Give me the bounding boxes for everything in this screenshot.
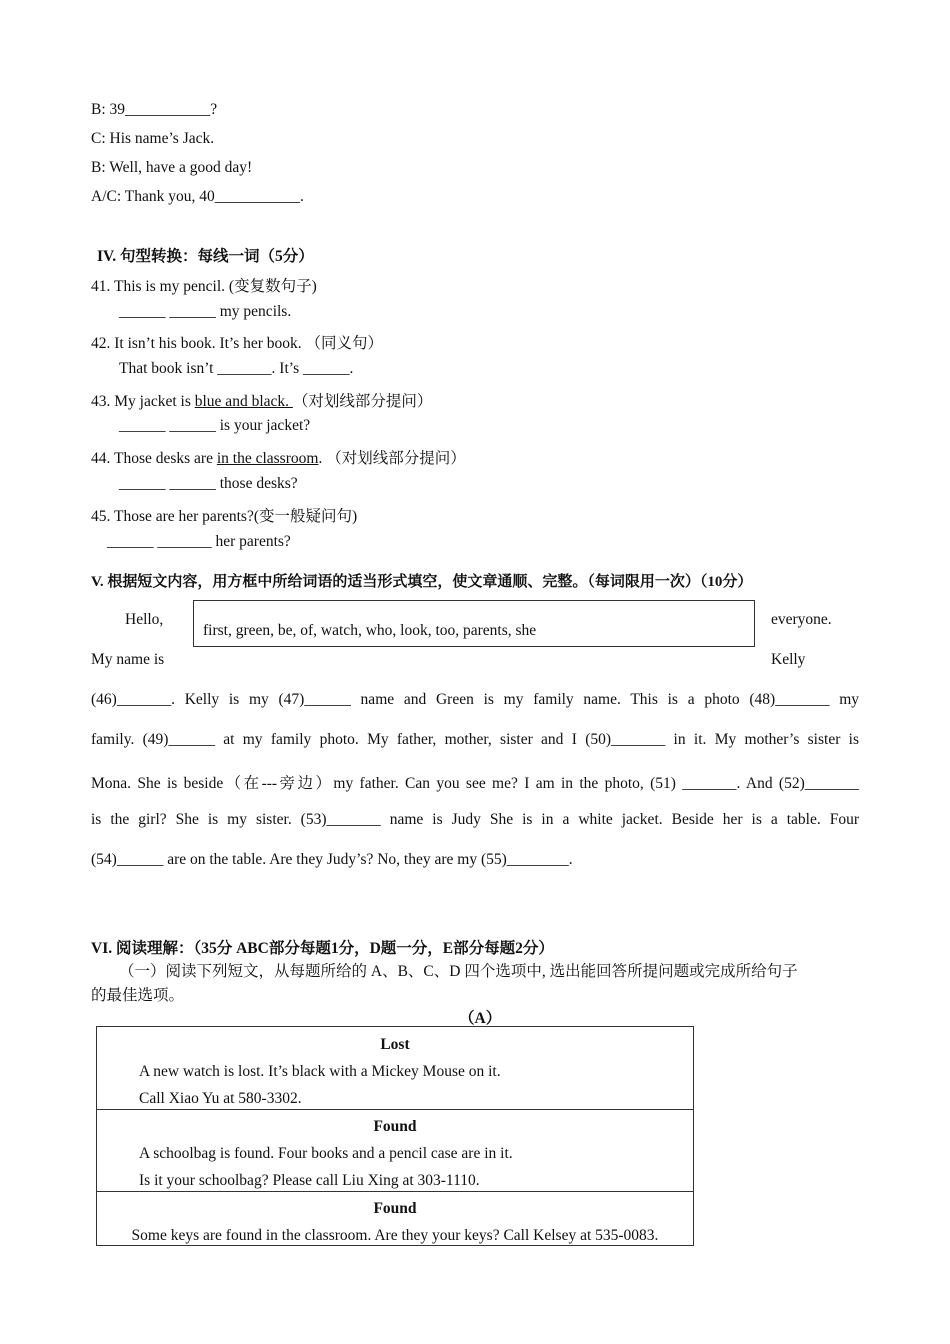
section-4-title: IV. 句型转换：每线一词（5分）	[97, 248, 314, 265]
section-6-instruction-cont: 的最佳选项。	[91, 987, 185, 1004]
q44-instruction: . （对划线部分提问）	[318, 450, 466, 467]
q43-text: 43. My jacket is	[91, 393, 195, 410]
question-43	[91, 389, 432, 411]
q43-instruction: （对划线部分提问）	[292, 393, 433, 410]
notice-text: Some keys are found in the classroom. Are they your keys? Call Kelsey at 535-0083.	[131, 1227, 659, 1244]
q43-underlined: blue and black.	[194, 393, 293, 410]
notice-table	[96, 1026, 694, 1246]
dialogue-line: B: Well, have a good day!	[91, 159, 253, 176]
passage-line: (54)______ are on the table. Are they Judy’s? No, they are my (55)________.	[91, 851, 573, 868]
notice-text: Call Xiao Yu at 580-3302.	[139, 1090, 302, 1107]
notice-heading: Found	[373, 1200, 417, 1217]
word-box	[193, 600, 755, 647]
passage-hello: Hello,	[125, 611, 164, 628]
question-42: 42. It isn’t his book. It’s her book. （同义句）	[91, 335, 384, 352]
passage-label-a: （A）	[459, 1010, 502, 1027]
notice-text: Is it your schoolbag? Please call Liu Xing at 303-1110.	[139, 1172, 480, 1189]
dialogue-line: C: His name’s Jack.	[91, 130, 215, 147]
dialogue-line: A/C: Thank you, 40___________.	[91, 188, 304, 205]
passage-my-name-is: My name is	[91, 651, 165, 668]
notice-text: A schoolbag is found. Four books and a pencil case are in it.	[139, 1145, 513, 1162]
answer-45: ______ _______ her parents?	[107, 533, 291, 550]
passage-line: (46)_______. Kelly is my (47)______ name and Green is my family name. This is a photo (48)_______ my	[91, 691, 859, 708]
q44-underlined: in the classroom	[216, 450, 319, 467]
notice-lost	[97, 1027, 693, 1109]
word-box-words: first, green, be, of, watch, who, look, too, parents, she	[203, 622, 537, 639]
question-44	[91, 446, 466, 468]
section-6-instruction: （一）阅读下列短文，从每题所给的 A、B、C、D 四个选项中, 选出能回答所提问题或完成所给句子	[119, 963, 798, 980]
passage-line: is the girl? She is my sister. (53)_______ name is Judy She is in a white jacket. Beside her is a table. Four	[91, 811, 859, 828]
answer-44: ______ ______ those desks?	[119, 475, 298, 492]
question-45: 45. Those are her parents?(变一般疑问句)	[91, 508, 358, 525]
section-5-title: V. 根据短文内容，用方框中所给词语的适当形式填空，使文章通顺、完整。（每词限用一次）（10分）	[91, 574, 753, 590]
notice-heading: Lost	[380, 1036, 410, 1053]
question-41: 41. This is my pencil. (变复数句子)	[91, 278, 317, 295]
notice-found-keys	[97, 1191, 693, 1246]
notice-heading: Found	[373, 1118, 417, 1135]
section-6-title: VI. 阅读理解：（35分 ABC部分每题1分，D题一分，E部分每题2分）	[91, 940, 554, 957]
answer-41: ______ ______ my pencils.	[119, 303, 292, 320]
passage-everyone: everyone.	[771, 611, 832, 628]
dialogue-line: B: 39___________?	[91, 101, 218, 118]
answer-42: That book isn’t _______. It’s ______.	[119, 360, 354, 377]
passage-kelly: Kelly	[771, 651, 806, 668]
q44-text: 44. Those desks are	[91, 450, 217, 467]
passage-line: family. (49)______ at my family photo. My father, mother, sister and I (50)_______ in it. My mother’s sister is	[91, 731, 859, 748]
answer-43: ______ ______ is your jacket?	[119, 417, 311, 434]
passage-line: Mona. She is beside（在---旁边）my father. Can you see me? I am in the photo, (51) _______. And (52)_______	[91, 775, 859, 792]
notice-text: A new watch is lost. It’s black with a Mickey Mouse on it.	[139, 1063, 501, 1080]
notice-found-schoolbag	[97, 1109, 693, 1192]
